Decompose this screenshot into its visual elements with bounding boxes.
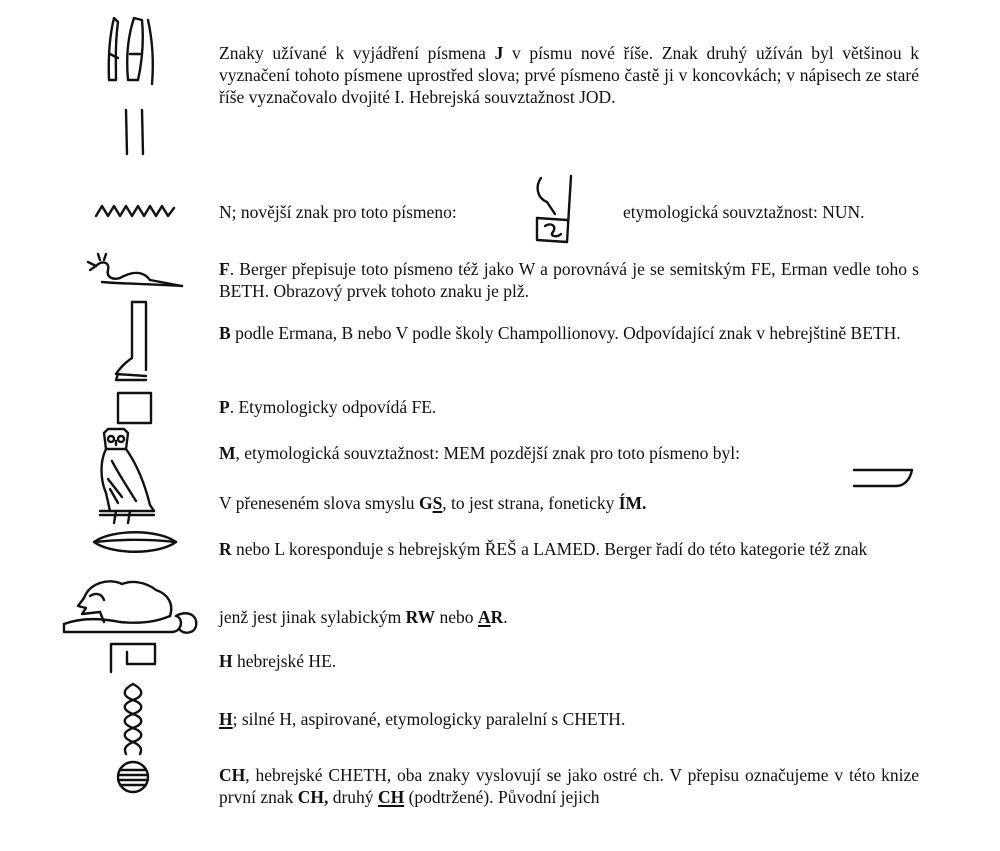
entry-b-text: B podle Ermana, B nebo V podle školy Champollionovy. Odpovídající znak v hebrejštině BETH. [219,323,901,343]
entry-r-text-2: jenž jest jinak sylabickým RW nebo AR. [219,607,508,627]
entry-h-text: H hebrejské HE. [219,651,337,671]
entry-p-text: P. Etymologicky odpovídá FE. [219,397,437,417]
entry-ch-text: CH, hebrejské CHETH, oba znaky vyslovují se jako ostré ch. V přepisu označujeme v této knize první znak CH, druhý CH (podtržené). Původní jejich [219,765,919,807]
mouth-icon [92,529,178,555]
entry-r-text: R nebo L koresponduje s hebrejským ŘEŠ a LAMED. Berger řadí do této kategorie též znak [219,539,868,559]
entry-j-text: Znaky užívané k vyjádření písmena J v písmu nové říše. Znak druhý užíván byl většinou k vyznačení tohoto písmene uprostřed slova; prvé písmeno častě ji v koncovkách; v nápisech ze staré říše vyznačovalo dvojité I. Hebrejská souvztažnost JOD. [219,43,919,107]
entry-m-text-2: V přeneseném slova smyslu GS, to jest strana, foneticky ÍM. [219,493,647,513]
placenta-icon [116,760,150,794]
twisted-wick-icon [118,682,148,756]
reed-shelter-icon [107,640,159,674]
entry-n-text-after: etymologická souvztažnost: NUN. [623,202,865,222]
recumbent-lion-icon [60,572,200,638]
later-m-sign-icon [852,466,916,490]
entry-h2-text: H; silné H, aspirované, etymologicky paralelní s CHETH. [219,709,626,729]
entry-n-text: N; novější znak pro toto písmeno: [219,202,457,222]
reed-leaf-icon [104,14,160,164]
entry-m-text: M, etymologická souvztažnost: MEM pozdější znak pro toto písmeno byl: [219,443,741,463]
water-ripple-icon [94,202,176,222]
stool-icon [115,390,155,426]
owl-icon [96,427,156,525]
entry-f-text: F. Berger přepisuje toto písmeno též jako W a porovnává je se semitským FE, Erman vedle toho s BETH. Obrazový prvek tohoto znaku je plž. [219,259,919,301]
red-crown-icon [533,174,581,246]
leg-and-foot-icon [112,298,158,384]
horned-viper-icon [84,250,184,294]
